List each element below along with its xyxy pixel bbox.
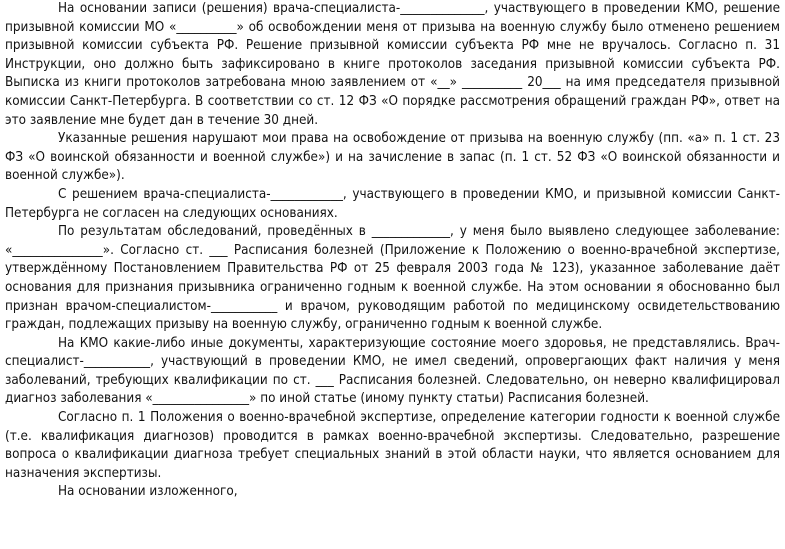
paragraph-examination-results: По результатам обследований, проведённых в _____________, у меня было выявлено следующее заболевание: «_______________». Согласно ст. ___ Расписания болезней (Приложение к Положению о военно-врачебной экспертизе, утверждённому Постановлением Правительства РФ от 25 февраля 2003 года № 123), указанное заболевание даёт основания для признания призывника ограниченно годным к военной службе. На этом основании я обоснованно был признан врачом-специалистом-___________ и врачом, руководящим работой по медицинскому освидетельствованию граждан, подлежащих призыву на военную службу, ограниченно годным к военной службе.	[5, 224, 780, 333]
paragraph-kmo-documents: На КМО какие-либо иные документы, характеризующие состояние моего здоровья, не представлялись. Врач-специалист-___________, участвующий в проведении КМО, не имел сведений, опровергающих факт наличия у меня заболеваний, требующих квалификации по ст. ___ Расписания болезней. Следовательно, он неверно квалифицировал диагноз заболевания «________________» по иной статье (иному пункту статьи) Расписания болезней.	[5, 335, 780, 407]
document-body	[5, 0, 780, 502]
paragraph-expertise-basis: Согласно п. 1 Положения о военно-врачебной экспертизе, определение категории годности к военной службе (т.е. квалификация диагнозов) проводится в рамках военно-врачебной экспертизы. Следовательно, разрешение вопроса о квалификации диагноза требует специальных знаний в этой области науки, что является основанием для назначения экспертизы.	[5, 410, 780, 481]
paragraph-decision-record: На основании записи (решения) врача-специалиста-______________, участвующего в проведении КМО, решение призывной комиссии МО «__________» об освобождении меня от призыва на военную службу было отменено решением призывной комиссии субъекта РФ. Решение призывной комиссии субъекта РФ мне не вручалось. Согласно п. 31 Инструкции, оно должно быть зафиксировано в книге протоколов заседания призывной комиссии субъекта РФ. Выписка из книги протоколов затребована мною заявлением от «__» __________ 20___ на имя председателя призывной комиссии Санкт-Петербурга. В соответствии со ст. 12 ФЗ «О порядке рассмотрения обращений граждан РФ», ответ на это заявление мне будет дан в течение 30 дней.	[5, 1, 780, 128]
paragraph-disagreement: С решением врача-специалиста-____________, участвующего в проведении КМО, и призывной комиссии Санкт-Петербурга не согласен на следующих основаниях.	[5, 186, 780, 221]
paragraph-rights-violation: Указанные решения нарушают мои права на освобождение от призыва на военную службу (пп. «а» п. 1 ст. 23 ФЗ «О воинской обязанности и военной службе») и на зачисление в запас (п. 1 ст. 52 ФЗ «О воинской обязанности и военной службе»).	[5, 131, 780, 184]
paragraph-conclusion: На основании изложенного,	[58, 484, 238, 500]
